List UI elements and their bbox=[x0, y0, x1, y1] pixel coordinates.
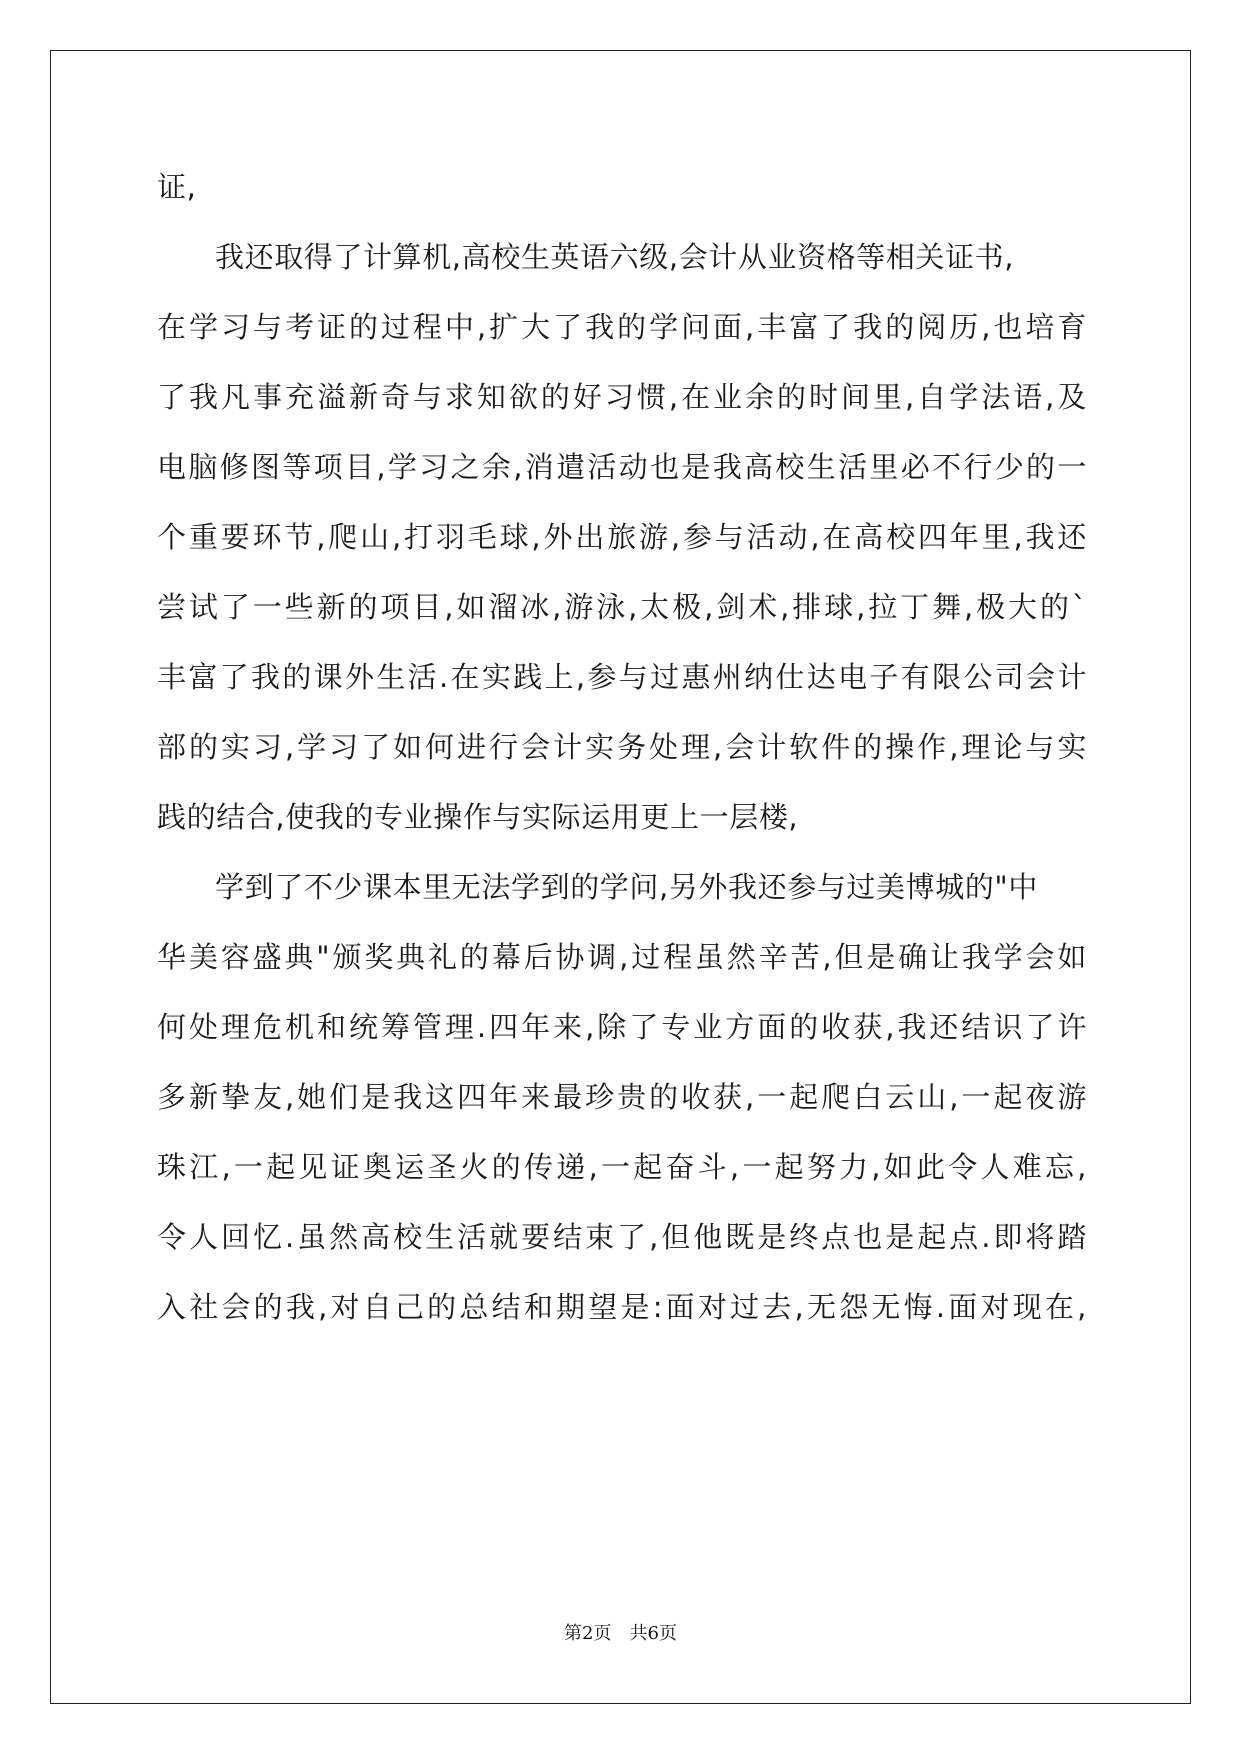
text-line: 我还取得了计算机,高校生英语六级,会计从业资格等相关证书, bbox=[215, 240, 1015, 274]
text-line: 令人回忆.虽然高校生活就要结束了,但他既是终点也是起点.即将踏 bbox=[157, 1220, 1087, 1254]
text-line: 了我凡事充溢新奇与求知欲的好习惯,在业余的时间里,自学法语,及 bbox=[157, 380, 1087, 414]
page-number: 第2页 bbox=[564, 1623, 612, 1644]
text-line: 入社会的我,对自己的总结和期望是:面对过去,无怨无悔.面对现在, bbox=[157, 1290, 1087, 1324]
text-line: 部的实习,学习了如何进行会计实务处理,会计软件的操作,理论与实 bbox=[157, 730, 1087, 764]
text-line: 电脑修图等项目,学习之余,消遣活动也是我高校生活里必不行少的一 bbox=[157, 450, 1087, 484]
text-line: 个重要环节,爬山,打羽毛球,外出旅游,参与活动,在高校四年里,我还 bbox=[157, 520, 1087, 554]
page-total: 共6页 bbox=[629, 1623, 677, 1644]
page-footer bbox=[0, 1619, 1241, 1645]
text-line: 证, bbox=[157, 170, 197, 204]
text-line: 尝试了一些新的项目,如溜冰,游泳,太极,剑术,排球,拉丁舞,极大的` bbox=[157, 590, 1087, 624]
document-body bbox=[157, 163, 1087, 1353]
text-line: 华美容盛典"颁奖典礼的幕后协调,过程虽然辛苦,但是确让我学会如 bbox=[157, 940, 1087, 974]
text-line: 珠江,一起见证奥运圣火的传递,一起奋斗,一起努力,如此令人难忘, bbox=[157, 1150, 1087, 1184]
text-line: 践的结合,使我的专业操作与实际运用更上一层楼, bbox=[157, 800, 799, 834]
text-line: 在学习与考证的过程中,扩大了我的学问面,丰富了我的阅历,也培育 bbox=[157, 310, 1087, 344]
text-line: 何处理危机和统筹管理.四年来,除了专业方面的收获,我还结识了许 bbox=[157, 1010, 1087, 1044]
text-line: 学到了不少课本里无法学到的学问,另外我还参与过美博城的"中 bbox=[215, 870, 1038, 904]
text-line: 丰富了我的课外生活.在实践上,参与过惠州纳仕达电子有限公司会计 bbox=[157, 660, 1087, 694]
text-line: 多新挚友,她们是我这四年来最珍贵的收获,一起爬白云山,一起夜游 bbox=[157, 1080, 1087, 1114]
